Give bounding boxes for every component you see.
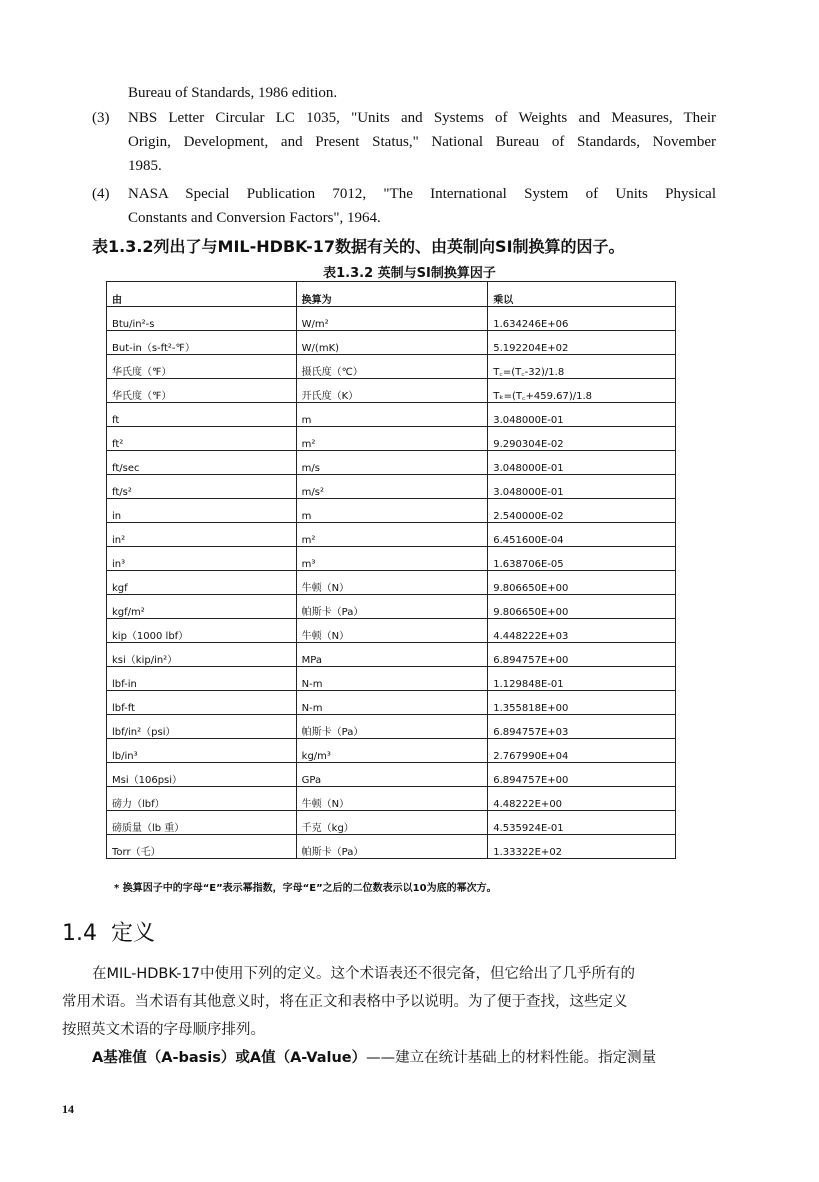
term-a-basis: A基准值（A-basis）或A值（A-Value） xyxy=(92,1050,367,1066)
table-row xyxy=(107,787,676,811)
cell-factor: 1.638706E-05 xyxy=(488,547,676,571)
page-number: 14 xyxy=(62,1102,74,1116)
table-row xyxy=(107,307,676,331)
table-row xyxy=(107,403,676,427)
cell-from-unit: ksi（kip/in²） xyxy=(107,643,297,667)
cell-to-unit: 牛顿（N） xyxy=(296,619,488,643)
table-row xyxy=(107,427,676,451)
cell-from-unit: 华氏度（℉） xyxy=(107,355,297,379)
cell-factor: 1.129848E-01 xyxy=(488,667,676,691)
definitions-paragraph xyxy=(62,960,718,1072)
cell-to-unit: 帕斯卡（Pa） xyxy=(296,835,488,859)
cell-to-unit: m xyxy=(296,403,488,427)
cell-from-unit: in xyxy=(107,499,297,523)
section-number: 1.4 xyxy=(62,921,97,946)
cell-from-unit: kgf/m² xyxy=(107,595,297,619)
table-row xyxy=(107,355,676,379)
reference-continuation: Bureau of Standards, 1986 edition. xyxy=(128,85,338,101)
table-row xyxy=(107,475,676,499)
cell-to-unit: 帕斯卡（Pa） xyxy=(296,595,488,619)
cell-factor: 3.048000E-01 xyxy=(488,475,676,499)
cell-from-unit: Msi（106psi） xyxy=(107,763,297,787)
section-title: 定义 xyxy=(111,921,156,946)
table-row xyxy=(107,667,676,691)
cell-to-unit: W/(mK) xyxy=(296,331,488,355)
cell-to-unit: m/s² xyxy=(296,475,488,499)
cell-to-unit: 牛顿（N） xyxy=(296,571,488,595)
cell-from-unit: ft xyxy=(107,403,297,427)
cell-to-unit: N-m xyxy=(296,667,488,691)
table-row xyxy=(107,643,676,667)
cell-from-unit: 磅力（lbf） xyxy=(107,787,297,811)
conversion-table xyxy=(106,281,676,859)
cell-to-unit: GPa xyxy=(296,763,488,787)
cell-factor: T꜀=(T꜀-32)/1.8 xyxy=(488,355,676,379)
cell-factor: 9.806650E+00 xyxy=(488,571,676,595)
cell-factor: 4.48222E+00 xyxy=(488,787,676,811)
table-body xyxy=(107,307,676,859)
cell-to-unit: W/m² xyxy=(296,307,488,331)
cell-factor: 1.634246E+06 xyxy=(488,307,676,331)
paragraph-line: 按照英文术语的字母顺序排列。 xyxy=(62,1022,265,1038)
cell-factor: 5.192204E+02 xyxy=(488,331,676,355)
cell-to-unit: 帕斯卡（Pa） xyxy=(296,715,488,739)
cell-from-unit: ft/sec xyxy=(107,451,297,475)
cell-factor: 9.290304E-02 xyxy=(488,427,676,451)
cell-to-unit: MPa xyxy=(296,643,488,667)
cell-factor: 2.767990E+04 xyxy=(488,739,676,763)
cell-from-unit: in² xyxy=(107,523,297,547)
reference-line: Origin, Development, and Present Status," National Bureau of Standards, November xyxy=(128,134,716,150)
cell-from-unit: in³ xyxy=(107,547,297,571)
table-row xyxy=(107,763,676,787)
cell-factor: 1.33322E+02 xyxy=(488,835,676,859)
reference-line: NASA Special Publication 7012, "The International System of Units Physical xyxy=(128,186,716,202)
reference-line: NBS Letter Circular LC 1035, "Units and Systems of Weights and Measures, Their xyxy=(128,110,716,126)
table-row xyxy=(107,739,676,763)
table-row xyxy=(107,619,676,643)
cell-from-unit: lbf/in²（psi） xyxy=(107,715,297,739)
cell-factor: 4.535924E-01 xyxy=(488,811,676,835)
cell-to-unit: 千克（kg） xyxy=(296,811,488,835)
cell-from-unit: 华氏度（℉） xyxy=(107,379,297,403)
cell-factor: Tₖ=(T꜀+459.67)/1.8 xyxy=(488,379,676,403)
table-row xyxy=(107,499,676,523)
table-intro-text: 表1.3.2列出了与MIL-HDBK-17数据有关的、由英制向SI制换算的因子。 xyxy=(92,237,625,256)
table-row xyxy=(107,451,676,475)
cell-to-unit: kg/m³ xyxy=(296,739,488,763)
cell-factor: 1.355818E+00 xyxy=(488,691,676,715)
cell-to-unit: m² xyxy=(296,427,488,451)
table-row xyxy=(107,595,676,619)
cell-factor: 6.894757E+03 xyxy=(488,715,676,739)
table-row xyxy=(107,811,676,835)
table-row xyxy=(107,379,676,403)
table-title: 表1.3.2 英制与SI制换算因子 xyxy=(323,266,496,281)
cell-from-unit: 磅质量（lb 重） xyxy=(107,811,297,835)
table-row xyxy=(107,691,676,715)
table-row xyxy=(107,571,676,595)
paragraph-line: 在MIL-HDBK-17中使用下列的定义。这个术语表还不很完备，但它给出了几乎所有的 xyxy=(92,966,636,982)
table-row xyxy=(107,523,676,547)
reference-line: 1985. xyxy=(128,158,162,174)
table-row xyxy=(107,715,676,739)
cell-from-unit: ft² xyxy=(107,427,297,451)
cell-to-unit: m² xyxy=(296,523,488,547)
cell-factor: 3.048000E-01 xyxy=(488,403,676,427)
cell-factor: 2.540000E-02 xyxy=(488,499,676,523)
cell-to-unit: m/s xyxy=(296,451,488,475)
cell-factor: 6.451600E-04 xyxy=(488,523,676,547)
section-heading xyxy=(62,916,155,947)
table-footnote: * 换算因子中的字母“E”表示幂指数，字母“E”之后的二位数表示以10为底的幂次方。 xyxy=(114,883,497,894)
reference-line: Constants and Conversion Factors", 1964. xyxy=(128,210,381,226)
reference-number: (3) xyxy=(92,110,110,126)
cell-from-unit: kip（1000 lbf） xyxy=(107,619,297,643)
cell-from-unit: lbf-in xyxy=(107,667,297,691)
cell-from-unit: Btu/in²-s xyxy=(107,307,297,331)
cell-factor: 9.806650E+00 xyxy=(488,595,676,619)
table-header-row xyxy=(107,282,676,307)
cell-to-unit: m³ xyxy=(296,547,488,571)
reference-number: (4) xyxy=(92,186,110,202)
table-row xyxy=(107,547,676,571)
cell-to-unit: m xyxy=(296,499,488,523)
definition-text: ——建立在统计基础上的材料性能。指定测量 xyxy=(366,1050,657,1066)
cell-factor: 4.448222E+03 xyxy=(488,619,676,643)
cell-from-unit: lbf-ft xyxy=(107,691,297,715)
table-row xyxy=(107,835,676,859)
header-to: 换算为 xyxy=(296,282,488,307)
cell-factor: 6.894757E+00 xyxy=(488,643,676,667)
cell-to-unit: N-m xyxy=(296,691,488,715)
cell-from-unit: lb/in³ xyxy=(107,739,297,763)
cell-from-unit: kgf xyxy=(107,571,297,595)
cell-to-unit: 摄氏度（℃） xyxy=(296,355,488,379)
cell-to-unit: 牛顿（N） xyxy=(296,787,488,811)
table-row xyxy=(107,331,676,355)
header-from: 由 xyxy=(107,282,297,307)
cell-factor: 3.048000E-01 xyxy=(488,451,676,475)
cell-from-unit: Torr（乇） xyxy=(107,835,297,859)
header-multiply-by: 乘以 xyxy=(488,282,676,307)
paragraph-line: 常用术语。当术语有其他意义时，将在正文和表格中予以说明。为了便于查找，这些定义 xyxy=(62,994,628,1010)
cell-to-unit: 开氏度（K） xyxy=(296,379,488,403)
cell-factor: 6.894757E+00 xyxy=(488,763,676,787)
definition-a-basis xyxy=(62,1044,718,1072)
cell-from-unit: But-in（s-ft²-℉） xyxy=(107,331,297,355)
cell-from-unit: ft/s² xyxy=(107,475,297,499)
